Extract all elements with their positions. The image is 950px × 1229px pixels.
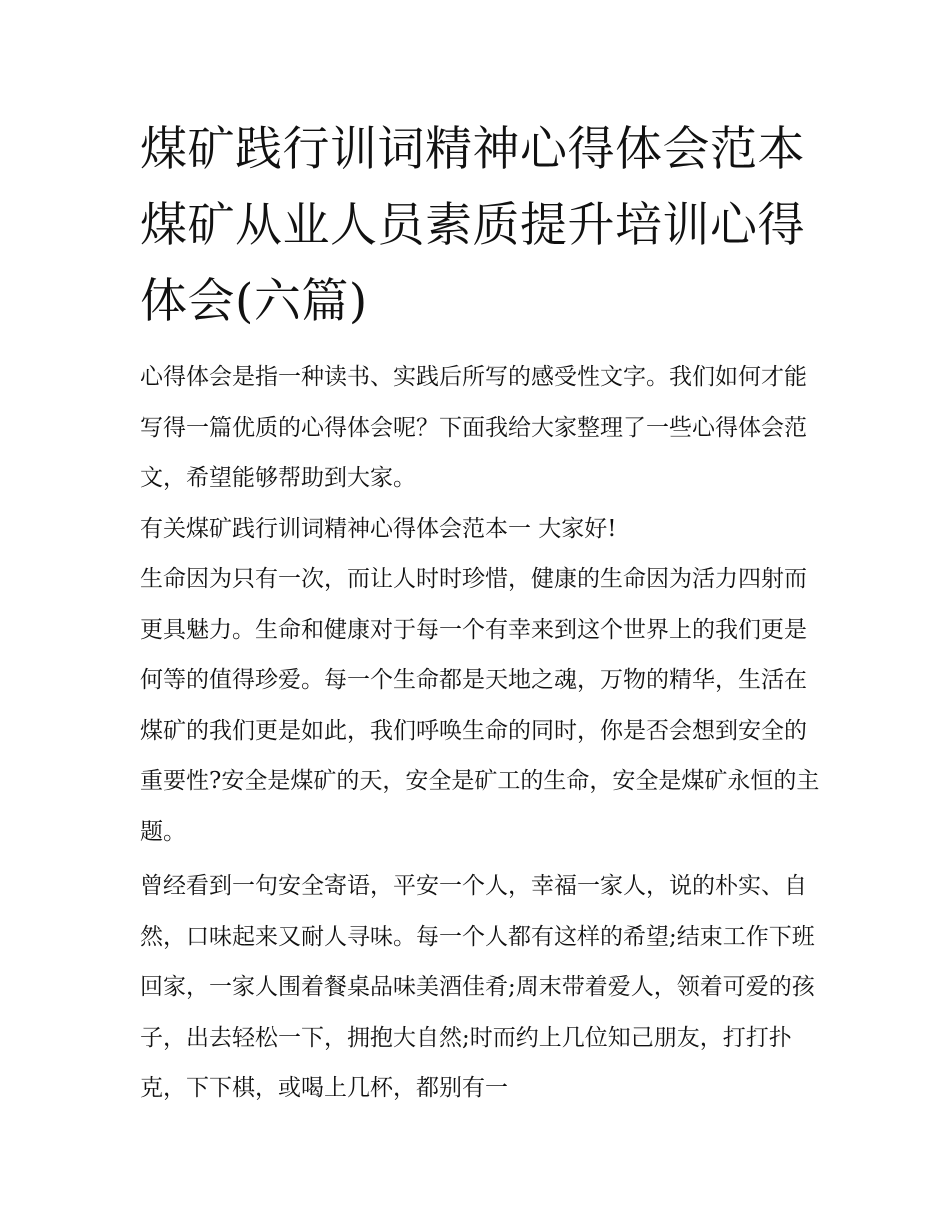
document-title: 煤矿践行训词精神心得体会范本 煤矿从业人员素质提升培训心得体会(六篇) bbox=[140, 122, 805, 329]
body-paragraph: 生命因为只有一次，而让人时时珍惜，健康的生命因为活力四射而更具魅力。生命和健康对于每一个有幸来到这个世界上的我们更是何等的值得珍爱。每一个生命都是天地之魂，万物的精华，生活在煤矿的我们更是如此，我们呼唤生命的同时，你是否会想到安全的重要性?安全是煤矿的天，安全是矿工的生命，安全是煤矿永恒的主题。 bbox=[140, 566, 820, 845]
section-heading: 有关煤矿践行训词精神心得体会范本一 大家好! bbox=[140, 515, 617, 542]
document-page bbox=[140, 112, 820, 1114]
body-paragraph: 曾经看到一句安全寄语，平安一个人，幸福一家人，说的朴实、自然，口味起来又耐人寻味。每一个人都有这样的希望;结束工作下班回家，一家人围着餐桌品味美酒佳肴;周末带着爱人，领着可爱的孩子，出去轻松一下，拥抱大自然;时而约上几位知己朋友，打打扑克，下下棋，或喝上几杯，都别有一 bbox=[140, 873, 815, 1101]
intro-paragraph: 心得体会是指一种读书、实践后所写的感受性文字。我们如何才能写得一篇优质的心得体会呢？下面我给大家整理了一些心得体会范文，希望能够帮助到大家。 bbox=[140, 364, 807, 491]
